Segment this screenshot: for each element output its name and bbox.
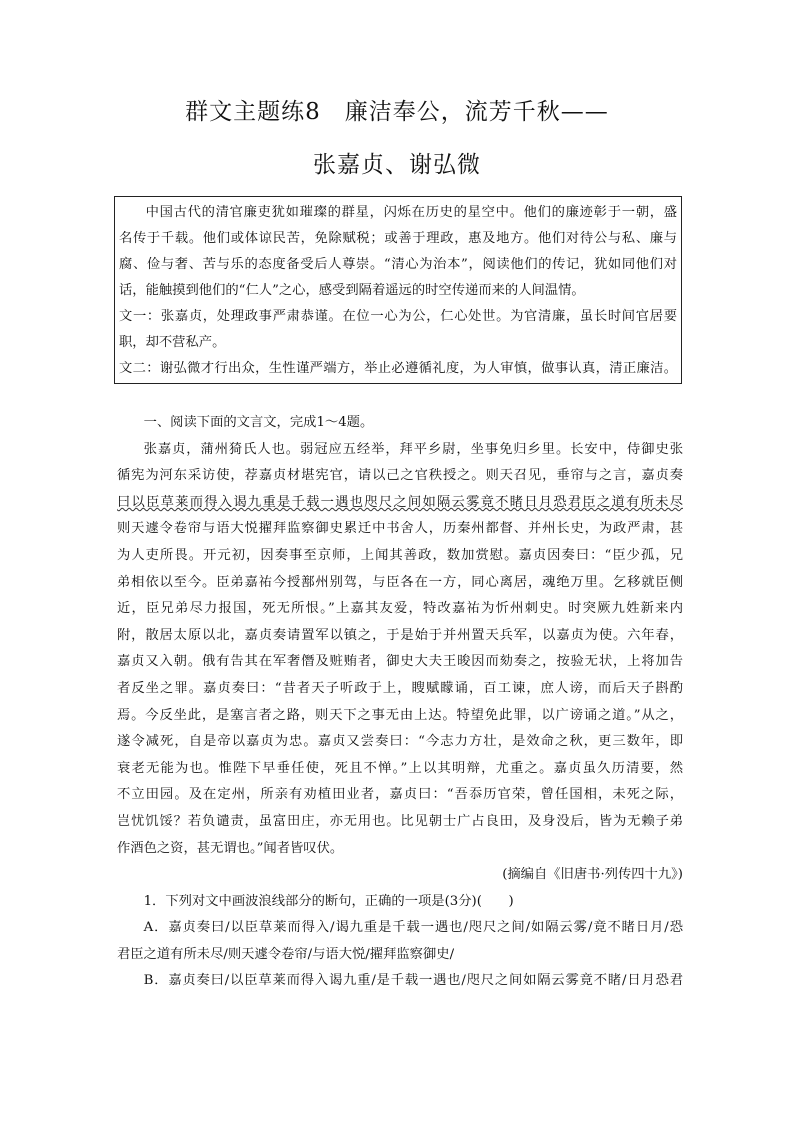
passage-line: 循宪为河东采访使，荐嘉贞材堪宪官，请以己之官秩授之。则天召见，垂帘与之言，嘉贞奏 bbox=[117, 468, 683, 484]
option-b: B．嘉贞奏曰/以臣草莱而得入谒九重/是千载一遇也/咫尺之间如隔云雾竟不睹/日月恐君 bbox=[143, 973, 683, 989]
passage-line: 嘉贞又入朝。俄有告其在军奢僭及赃贿者，御史大夫王晙因而劾奏之，按验无状，上将加告 bbox=[117, 654, 683, 670]
passage-line: 遂令减死，自是帝以嘉贞为忠。嘉贞又尝奏曰：“今志力方壮，是效命之秋，更三数年，即 bbox=[117, 734, 683, 750]
intro-line: 职，却不营私产。 bbox=[119, 335, 226, 350]
passage-line: 弟相依以至今。臣弟嘉祐今授鄯州别驾，与臣各在一方，同心离居，魂绝万里。乞移就臣侧 bbox=[117, 574, 683, 590]
passage-line: 不立田园。及在定州，所亲有劝植田业者，嘉贞曰：“吾忝历官荣，曾任国相，未死之际， bbox=[117, 787, 683, 803]
source-citation: (摘编自《旧唐书·列传四十九》) bbox=[502, 867, 683, 883]
page-title-line2: 张嘉贞、谢弘微 bbox=[313, 152, 481, 178]
option-a: A．嘉贞奏曰/以臣草莱而得入/谒九重是千载一遇也/咫尺之间/如隔云雾/竟不睹日月/恐 bbox=[143, 920, 683, 936]
passage-line: 者反坐之罪。嘉贞奏曰：“昔者天子听政于上，瞍赋矇诵，百工谏，庶人谤，而后天子斟酌 bbox=[117, 680, 683, 696]
intro-line: 腐、俭与奢、苦与乐的态度备受后人尊崇。“清心为治本”，阅读他们的传记，犹如同他们对 bbox=[119, 257, 677, 272]
passage-line: 近，臣兄弟尽力报国，死无所恨。”上嘉其友爱，特改嘉祐为忻州刺史。时突厥九姓新来内 bbox=[117, 601, 683, 617]
passage-line: 张嘉贞，蒲州猗氏人也。弱冠应五经举，拜平乡尉，坐事免归乡里。长安中，侍御史张 bbox=[143, 441, 683, 457]
intro-line: 话，能触摸到他们的“仁人”之心，感受到隔着遥远的时空传递而来的人间温情。 bbox=[119, 283, 585, 298]
passage-line: 衰老无能为也。惟陛下早垂任使，死且不惮。”上以其明辩，尤重之。嘉贞虽久历清要，然 bbox=[117, 760, 683, 776]
page-title-line1: 群文主题练8 廉洁奉公，流芳千秋—— bbox=[185, 99, 609, 125]
passage-line: 为人吏所畏。开元初，因奏事至京师，上闻其善政，数加赏慰。嘉贞因奏曰：“臣少孤，兄 bbox=[117, 547, 683, 563]
intro-box bbox=[114, 196, 682, 384]
passage-line: 岂忧饥馁？若负谴责，虽富田庄，亦无用也。比见朝士广占良田，及身没后，皆为无赖子弟 bbox=[117, 813, 683, 829]
intro-line: 文二：谢弘微才行出众，生性谨严端方，举止必遵循礼度，为人审慎，做事认真，清正廉洁。 bbox=[119, 361, 677, 376]
reading-instruction: 一、阅读下面的文言文，完成1～4题。 bbox=[143, 415, 374, 430]
intro-line: 名传于千载。他们或体谅民苦，免除赋税；或善于理政，惠及地方。他们对待公与私、廉与 bbox=[119, 231, 677, 246]
passage-body bbox=[117, 410, 683, 995]
passage-line: 则天遽令卷帘与语大悦擢拜监察御史累迁中书舍人，历秦州都督、并州长史，为政严肃，甚 bbox=[117, 521, 683, 537]
question-1-stem: 1．下列对文中画波浪线部分的断句，正确的一项是(3分)( ) bbox=[143, 893, 514, 909]
wavy-underlined-text: 曰以臣草莱而得入谒九重是千载一遇也咫尺之间如隔云雾竟不睹日月恐君臣之道有所未尽 bbox=[117, 494, 683, 510]
passage-line: 焉。今反坐此，是塞言者之路，则天下之事无由上达。特望免此罪，以广谤诵之道。”从之， bbox=[117, 707, 683, 723]
intro-line: 文一：张嘉贞，处理政事严肃恭谨。在位一心为公，仁心处世。为官清廉，虽长时间官居要 bbox=[119, 309, 677, 324]
passage-line: 附，散居太原以北，嘉贞奏请置军以镇之，于是始于并州置天兵军，以嘉贞为使。六年春， bbox=[117, 627, 683, 643]
passage-line-wavy bbox=[117, 490, 683, 517]
option-a-continued: 君臣之道有所未尽/则天遽令卷帘/与语大悦/擢拜监察御史/ bbox=[117, 946, 455, 962]
passage-line: 作酒色之资，甚无谓也。”闻者皆叹伏。 bbox=[117, 840, 344, 856]
intro-line: 中国古代的清官廉吏犹如璀璨的群星，闪烁在历史的星空中。他们的廉迹彰于一朝，盛 bbox=[145, 205, 677, 220]
